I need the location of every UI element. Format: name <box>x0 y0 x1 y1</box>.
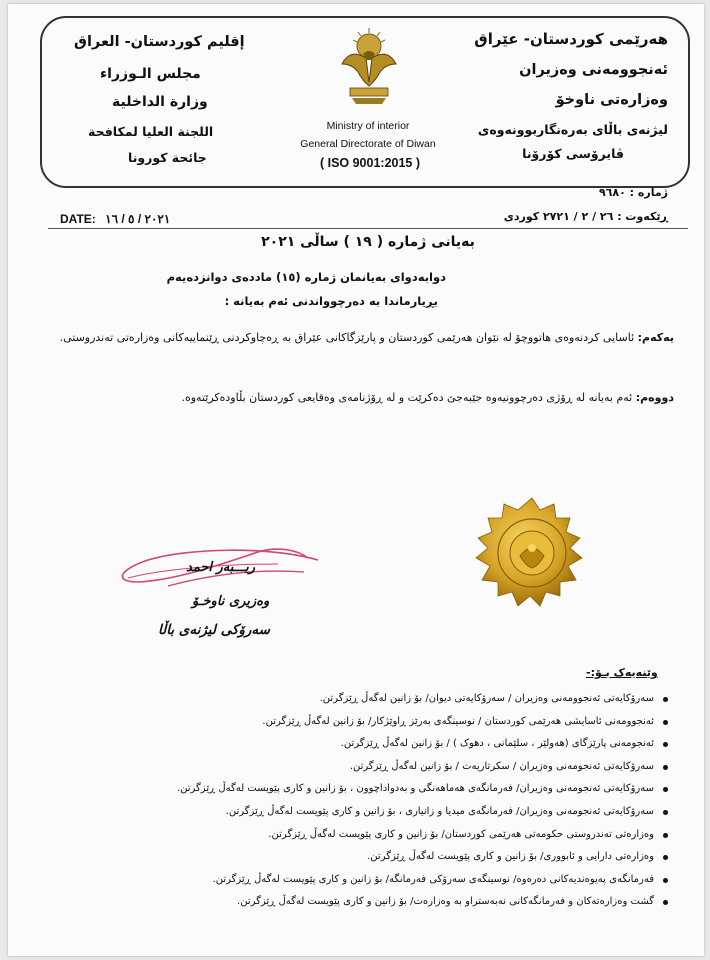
iso-certification: ( ISO 9001:2015 ) <box>319 156 421 170</box>
cc-heading: وێنەیەک بـۆ:- <box>586 666 658 679</box>
header-right-line-5: ڤایرۆسی کۆرۆنا <box>522 146 624 161</box>
header-divider <box>48 228 688 229</box>
paragraph-first <box>34 326 674 350</box>
document-page <box>8 4 704 956</box>
paragraph-second-text: ئەم بەیانە لە ڕۆژی دەرچوونیەوە جێبەجێ دەکرێت و لە ڕۆژنامەی وەقایعی کوردستان بڵاودەکرێتەوە. <box>181 391 636 404</box>
kurdish-date: ڕێکەوت : ٢٦ / ٢ / ٢٧٢١ کوردی <box>503 210 668 223</box>
list-item: سەرۆکایەتی ئەنجوومەنی وەزیران / سەرۆکایەتی دیوان/ بۆ زانین لەگەڵ ڕێزگرتن. <box>220 688 670 711</box>
date-value: ٢٠٢١ / ٥ / ١٦ <box>105 212 171 226</box>
header-right-line-3: وەزارەتی ناوخۆ <box>555 92 668 108</box>
gold-seal-icon <box>472 496 592 614</box>
directorate-name-en: General Directorate of Diwan <box>300 138 436 150</box>
list-item: وەزارەتی دارایی و ئابووری/ بۆ زانین و کاری پێویست لەگەڵ ڕێزگرتن. <box>220 846 670 869</box>
signatory-name: ریـــبەر احمد <box>186 560 256 575</box>
paragraph-second-label: دووەم: <box>635 391 674 404</box>
statement-title: بەیانی ژمارە ( ١٩ ) ساڵی ٢٠٢١ <box>261 234 475 250</box>
list-item: فەرمانگەی پەیوەندیەکانی دەرەوە/ نوسینگەی سەرۆکی فەرمانگە/ بۆ زانین و کاری پێویست لەگەڵ ڕێزگرتن. <box>220 869 670 892</box>
header-left-line-1: إقليم كوردستان- العراق <box>74 34 245 50</box>
kurdistan-eagle-emblem-icon <box>336 24 402 110</box>
paragraph-second <box>34 386 674 410</box>
signatory-title-1: وەزیری ناوخـۆ <box>192 594 270 609</box>
header-left-line-4: اللجنة العليا لمكافحة <box>88 124 214 139</box>
statement-subtitle-1: دوابەدوای بەیانمان ژمارە (١٥) ماددەی دوانزدەیەم <box>166 270 446 284</box>
header-left-line-2: مجلس الـوزراء <box>100 66 201 82</box>
list-item: گشت وەزارەتەکان و فەرمانگەکانی نەبەستراو بە وەزارەت/ بۆ زانین و کاری پێویست لەگەڵ ڕێزگرتن. <box>220 891 670 914</box>
document-number: ژمارە : ٩٦٨٠ <box>598 186 668 199</box>
header-right-line-4: لیژنەی باڵای بەرەنگاربوونەوەی <box>477 122 668 137</box>
list-item: سەرۆکایەتی ئەنجومەنی وەزیران / سکرتاریەت / بۆ زانین لەگەڵ ڕێزگرتن. <box>220 756 670 779</box>
header-right-line-1: هەرێمی کوردستان- عێراق <box>474 30 668 48</box>
header-left-line-5: جائحة كورونا <box>128 150 207 165</box>
list-item: سەرۆکایەتی ئەنجومەنی وەزیران/ فەرمانگەی میدیا و زانیاری ، بۆ زانین و کاری پێویست لەگەڵ ڕێزگرتن. <box>220 801 670 824</box>
list-item: سەرۆکایەتی ئەنجومەنی وەزیران/ فەرمانگەی هەماهەنگی و بەدواداچوون ، بۆ زانین و کاری پێویست لەگەڵ ڕێزگرتن. <box>220 778 670 801</box>
list-item: ئەنجومەنی پارێزگای (هەولێر ، سلێمانی ، دهوک ) / بۆ زانین لەگەڵ ڕێزگرتن. <box>220 733 670 756</box>
list-item: وەزارەتی تەندروستی حکومەتی هەرێمی کوردستان/ بۆ زانین و کاری پێویست لەگەڵ ڕێزگرتن. <box>220 824 670 847</box>
cc-recipient-list <box>176 688 670 914</box>
date-label: DATE: <box>60 212 96 226</box>
signatory-title-2: سەرۆکی لیژنەی باڵا <box>158 622 270 638</box>
ministry-name-en: Ministry of interior <box>326 120 410 132</box>
list-item: ئەنجوومەنی ئاسایشی هەرێمی کوردستان / نوسینگەی بەرێز ڕاوێژکار/ بۆ زانین لەگەڵ ڕێزگرتن. <box>220 711 670 734</box>
paragraph-first-label: یەکەم: <box>637 331 674 344</box>
gregorian-date <box>60 212 170 226</box>
paragraph-first-text: ئاسایی کردنەوەی هاتووچۆ لە نێوان هەرێمی کوردستان و پارێزگاکانی عێراق بە ڕەچاوکردنی ڕێنماییەکانی وەزارەتی تەندروستی. <box>59 331 638 344</box>
header-left-line-3: وزارة الداخلية <box>112 94 208 110</box>
header-right-line-2: ئەنجوومەنی وەزیران <box>519 62 668 78</box>
statement-subtitle-2: بڕیارماندا بە دەرچوواندنی ئەم بەیانە : <box>224 294 438 308</box>
